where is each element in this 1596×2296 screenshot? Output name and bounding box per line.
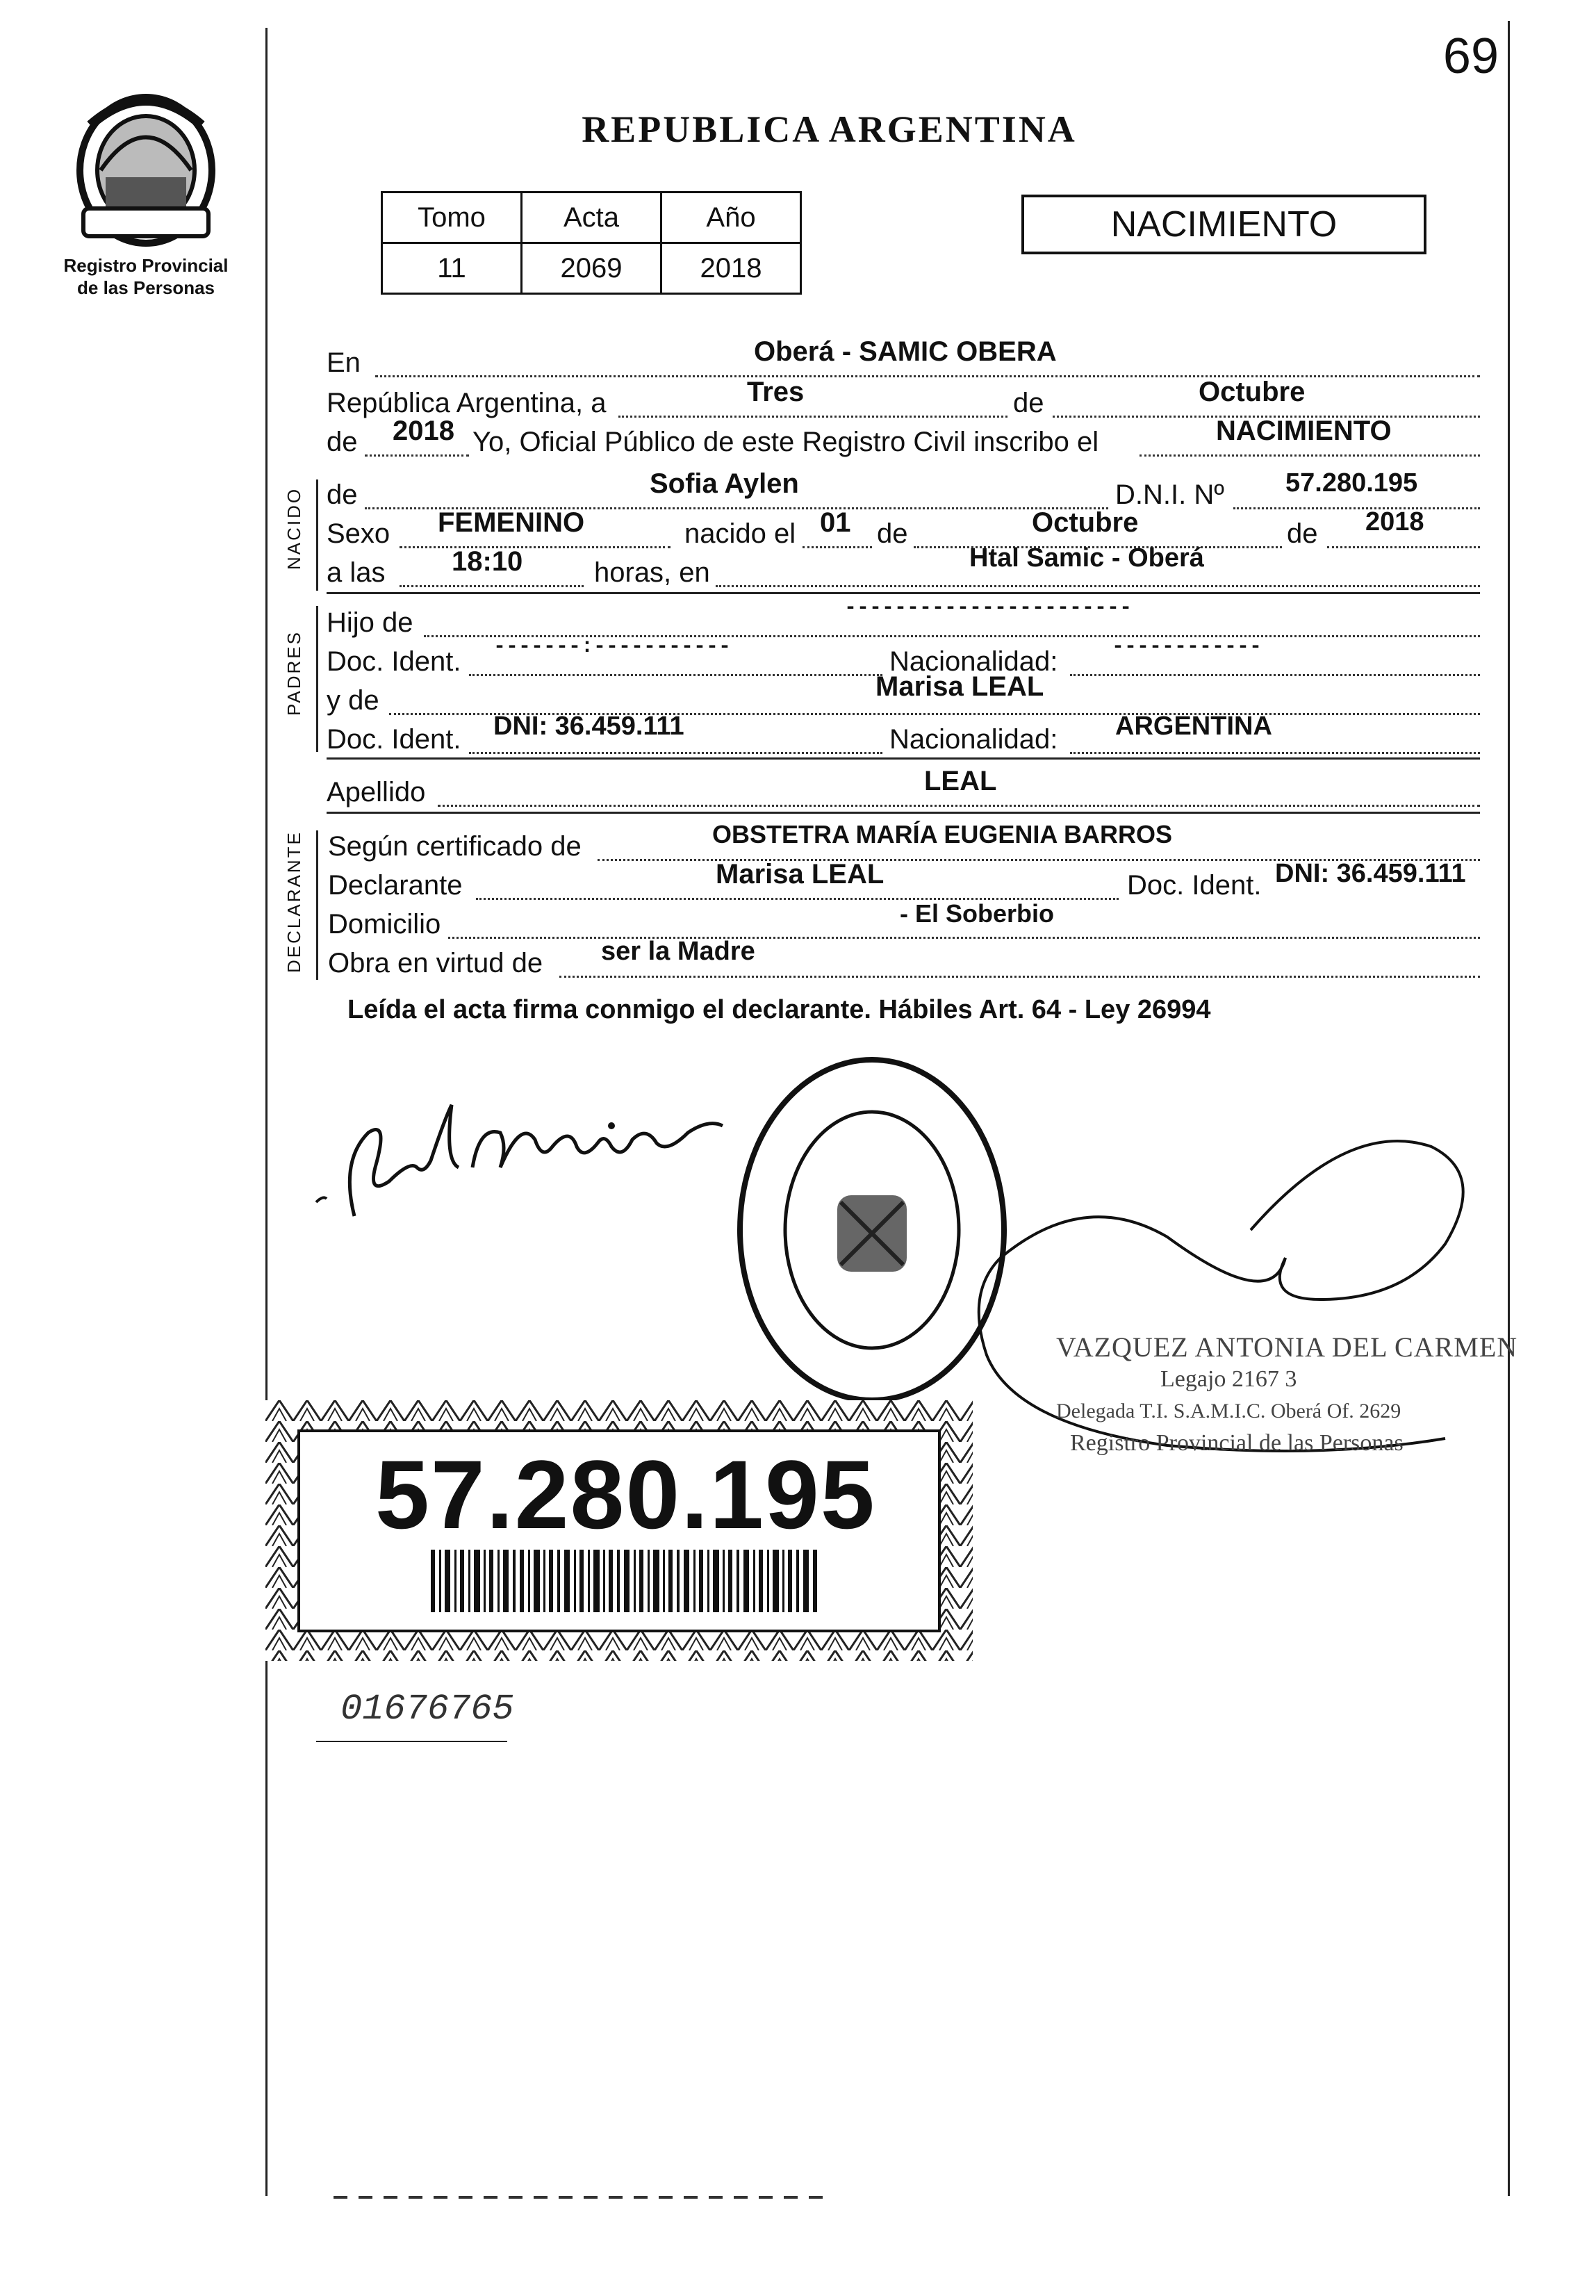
- birth-month-value: Octubre: [1032, 507, 1139, 538]
- birth-month-de-label: de: [877, 518, 908, 549]
- nacido-section-label: NACIDO: [283, 486, 304, 570]
- year-de-label: de: [327, 427, 358, 457]
- father-doc-value: -------:-----------: [493, 635, 732, 659]
- father-doc-label: Doc. Ident.: [327, 646, 461, 677]
- barcode-bars: [431, 1550, 820, 1616]
- birth-day-dots: [803, 546, 872, 548]
- time-dots: [400, 585, 584, 587]
- apellido-label: Apellido: [327, 777, 426, 807]
- mother-doc-label: Doc. Ident.: [327, 724, 461, 755]
- official-registro: Registro Provincial de las Personas: [1070, 1430, 1404, 1456]
- month-value: Octubre: [1199, 377, 1306, 407]
- volume-value-tomo: 11: [382, 243, 522, 294]
- volume-table-value-row: [382, 243, 801, 294]
- footer-dashed-line: [334, 2196, 834, 2199]
- apellido-divider: [327, 812, 1480, 814]
- document-title: REPUBLICA ARGENTINA: [582, 108, 1077, 150]
- declarante-value: Marisa LEAL: [716, 859, 885, 889]
- republica-label: República Argentina, a: [327, 388, 607, 418]
- nacido-divider: [327, 592, 1480, 594]
- birth-year-value: 2018: [1365, 507, 1424, 536]
- page-number: 69: [1442, 28, 1499, 84]
- father-nationality-label: Nacionalidad:: [889, 646, 1058, 677]
- mother-nationality-value: ARGENTINA: [1115, 712, 1272, 741]
- year-dots: [365, 454, 469, 457]
- en-label: En: [327, 347, 361, 378]
- domicilio-value: - El Soberbio: [900, 899, 1055, 928]
- logo-caption-line1: Registro Provincial: [63, 255, 229, 276]
- nacido-el-label: nacido el: [684, 518, 796, 549]
- father-nationality-value: ------------: [1112, 635, 1262, 659]
- volume-value-acta: 2069: [522, 243, 661, 294]
- mother-nationality-dots: [1070, 752, 1480, 754]
- birth-day-value: 01: [820, 507, 851, 538]
- declarant-signature: [313, 1077, 764, 1233]
- sexo-label: Sexo: [327, 518, 390, 549]
- month-de-label: de: [1013, 388, 1044, 418]
- en-dots: [375, 375, 1480, 377]
- yo-text: Yo, Oficial Público de este Registro Civil inscribo el: [472, 427, 1099, 457]
- apellido-dots: [438, 805, 1480, 807]
- volume-table-header-row: [382, 192, 801, 243]
- official-name: VAZQUEZ ANTONIA DEL CARMEN: [1056, 1331, 1518, 1363]
- horas-en-label: horas, en: [594, 557, 710, 588]
- obra-dots: [559, 976, 1480, 978]
- official-stamp: [1056, 1331, 1517, 1459]
- volume-header-anio: Año: [661, 192, 801, 243]
- nacido-bracket: [316, 479, 318, 591]
- mother-doc-value: DNI: 36.459.111: [493, 712, 684, 741]
- dni-label: D.N.I. Nº: [1115, 479, 1224, 510]
- en-value: Oberá - SAMIC OBERA: [754, 336, 1057, 367]
- dni-value: 57.280.195: [1285, 468, 1418, 498]
- obra-label: Obra en virtud de: [328, 948, 543, 978]
- birth-year-de-label: de: [1287, 518, 1318, 549]
- name-value: Sofia Aylen: [650, 468, 799, 499]
- padres-divider: [327, 757, 1480, 760]
- father-value: -----------------------: [844, 596, 1133, 620]
- inscribo-dots: [1140, 454, 1480, 457]
- closing-statement: Leída el acta firma conmigo el declarante. Hábiles Art. 64 - Ley 26994: [347, 995, 1211, 1024]
- y-de-label: y de: [327, 685, 379, 716]
- volume-value-anio: 2018: [661, 243, 801, 294]
- birth-place-value: Htal Samic - Oberá: [969, 543, 1204, 573]
- right-margin-line: [1508, 21, 1510, 2196]
- declarante-bracket: [316, 830, 318, 980]
- declarante-label: Declarante: [328, 870, 463, 901]
- nacido-de-label: de: [327, 479, 358, 510]
- certificado-label: Según certificado de: [328, 831, 582, 862]
- padres-bracket: [316, 606, 318, 752]
- declarante-doc-label: Doc. Ident.: [1127, 870, 1262, 901]
- declarante-section-label: DECLARANTE: [283, 830, 304, 973]
- obra-value: ser la Madre: [601, 937, 755, 966]
- sexo-dots: [400, 546, 671, 548]
- domicilio-label: Domicilio: [328, 909, 441, 940]
- hijo-de-label: Hijo de: [327, 607, 413, 638]
- left-margin-line: [265, 28, 268, 2196]
- place-dots: [716, 585, 1480, 587]
- record-type-box: NACIMIENTO: [1021, 195, 1426, 254]
- mother-doc-dots: [469, 752, 882, 754]
- barcode-number: 57.280.195: [375, 1440, 876, 1549]
- official-legajo: Legajo 2167 3: [1160, 1366, 1297, 1392]
- logo-caption: [42, 254, 250, 299]
- time-value: 18:10: [452, 546, 523, 577]
- father-nationality-dots: [1070, 674, 1480, 676]
- year-value: 2018: [393, 416, 454, 446]
- day-value: Tres: [747, 377, 805, 407]
- a-las-label: a las: [327, 557, 386, 588]
- certificado-value: OBSTETRA MARÍA EUGENIA BARROS: [712, 820, 1173, 848]
- sheet-control-number: 01676765: [340, 1689, 514, 1730]
- sexo-value: FEMENINO: [438, 507, 585, 538]
- declarante-doc-value: DNI: 36.459.111: [1275, 859, 1466, 888]
- volume-header-tomo: Tomo: [382, 192, 522, 243]
- apellido-value: LEAL: [924, 766, 997, 796]
- inscribo-value: NACIMIENTO: [1216, 416, 1392, 446]
- sheet-number-underline: [316, 1741, 507, 1742]
- birth-year-dots: [1327, 546, 1480, 548]
- mother-nationality-label: Nacionalidad:: [889, 724, 1058, 755]
- volume-header-acta: Acta: [522, 192, 661, 243]
- day-dots: [618, 416, 1007, 418]
- father-doc-dots: [469, 674, 882, 676]
- official-delegada: Delegada T.I. S.A.M.I.C. Oberá Of. 2629: [1056, 1400, 1401, 1422]
- dni-dots: [1233, 507, 1480, 509]
- padres-section-label: PADRES: [283, 630, 304, 716]
- mother-value: Marisa LEAL: [875, 671, 1044, 702]
- volume-table: [381, 191, 802, 295]
- logo-caption-line2: de las Personas: [77, 277, 215, 298]
